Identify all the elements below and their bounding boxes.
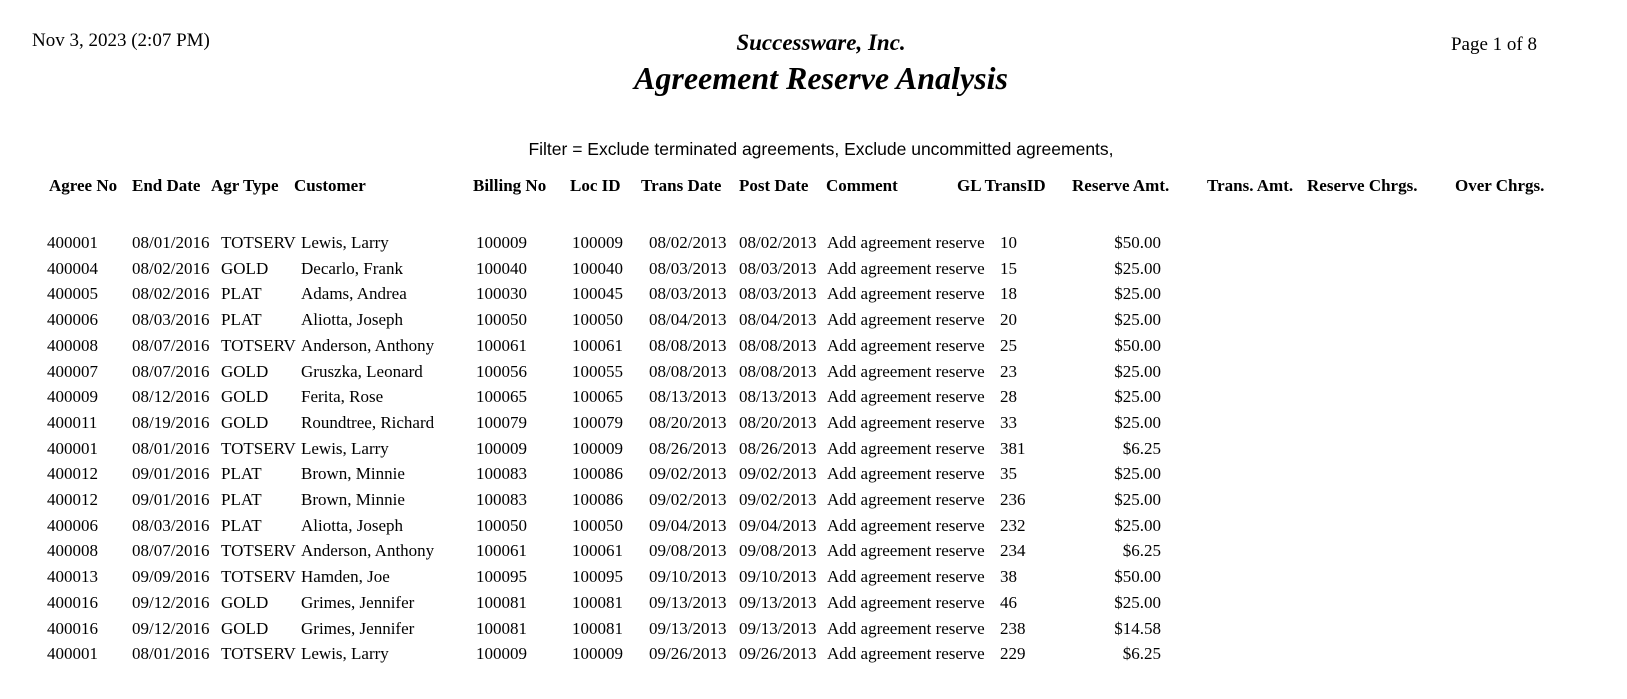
header-loc-id: Loc ID xyxy=(570,176,621,195)
cell-agree-no: 400008 xyxy=(47,541,98,561)
cell-comment: Add agreement reserve xyxy=(827,412,985,432)
cell-customer: Lewis, Larry xyxy=(301,644,389,664)
table-row xyxy=(0,490,1627,516)
cell-gl-transid: 33 xyxy=(1000,412,1017,432)
header-gl-transid: GL TransID xyxy=(957,176,1046,195)
cell-comment: Add agreement reserve xyxy=(827,618,985,638)
cell-billing-no: 100040 xyxy=(476,258,527,278)
cell-billing-no: 100061 xyxy=(476,541,527,561)
cell-agr-type: TOTSERV xyxy=(221,567,296,587)
cell-reserve-amt: $6.25 xyxy=(1122,438,1161,458)
cell-post-date: 08/08/2013 xyxy=(739,361,817,381)
header-reserve-amt: Reserve Amt. xyxy=(1072,176,1170,195)
cell-post-date: 08/03/2013 xyxy=(739,258,817,278)
cell-gl-transid: 23 xyxy=(1000,361,1017,381)
cell-trans-date: 09/13/2013 xyxy=(649,618,727,638)
cell-post-date: 09/13/2013 xyxy=(739,618,817,638)
cell-agr-type: PLAT xyxy=(221,515,262,535)
cell-end-date: 08/01/2016 xyxy=(132,644,210,664)
cell-customer: Aliotta, Joseph xyxy=(301,515,403,535)
cell-reserve-amt: $6.25 xyxy=(1122,644,1161,664)
table-row xyxy=(0,336,1627,362)
cell-loc-id: 100081 xyxy=(572,618,623,638)
cell-customer: Hamden, Joe xyxy=(301,567,390,587)
cell-agr-type: GOLD xyxy=(221,412,269,432)
cell-post-date: 09/26/2013 xyxy=(739,644,817,664)
cell-agr-type: TOTSERV xyxy=(221,233,296,252)
cell-end-date: 09/12/2016 xyxy=(132,618,210,638)
cell-gl-transid: 46 xyxy=(1000,592,1017,612)
cell-agr-type: PLAT xyxy=(221,464,262,484)
header-customer: Customer xyxy=(294,176,366,195)
cell-end-date: 08/02/2016 xyxy=(132,284,210,304)
table-row xyxy=(0,439,1627,465)
cell-billing-no: 100030 xyxy=(476,284,527,304)
cell-end-date: 08/07/2016 xyxy=(132,361,210,381)
cell-comment: Add agreement reserve xyxy=(827,515,985,535)
cell-trans-date: 08/08/2013 xyxy=(649,335,727,355)
header-over-chrgs: Over Chrgs. xyxy=(1455,176,1545,195)
cell-end-date: 09/09/2016 xyxy=(132,567,210,587)
cell-reserve-amt: $50.00 xyxy=(1114,567,1161,587)
cell-trans-date: 09/13/2013 xyxy=(649,592,727,612)
cell-agr-type: GOLD xyxy=(221,258,269,278)
cell-billing-no: 100009 xyxy=(476,644,527,664)
cell-gl-transid: 15 xyxy=(1000,258,1017,278)
cell-loc-id: 100050 xyxy=(572,310,623,330)
cell-agree-no: 400009 xyxy=(47,387,98,407)
cell-reserve-amt: $25.00 xyxy=(1114,361,1161,381)
cell-customer: Grimes, Jennifer xyxy=(301,592,415,612)
cell-billing-no: 100009 xyxy=(476,438,527,458)
cell-reserve-amt: $50.00 xyxy=(1114,335,1161,355)
cell-agr-type: TOTSERV xyxy=(221,541,296,561)
cell-reserve-amt: $14.58 xyxy=(1114,618,1161,638)
cell-trans-date: 09/08/2013 xyxy=(649,541,727,561)
table-row xyxy=(0,619,1627,645)
cell-trans-date: 08/13/2013 xyxy=(649,387,727,407)
cell-loc-id: 100045 xyxy=(572,284,623,304)
cell-loc-id: 100061 xyxy=(572,335,623,355)
header-end-date: End Date xyxy=(132,176,201,195)
cell-gl-transid: 35 xyxy=(1000,464,1017,484)
table-row xyxy=(0,593,1627,619)
cell-agr-type: PLAT xyxy=(221,310,262,330)
cell-gl-transid: 20 xyxy=(1000,310,1017,330)
cell-agr-type: GOLD xyxy=(221,387,269,407)
cell-post-date: 08/04/2013 xyxy=(739,310,817,330)
cell-reserve-amt: $25.00 xyxy=(1114,258,1161,278)
cell-comment: Add agreement reserve xyxy=(827,284,985,304)
cell-post-date: 08/08/2013 xyxy=(739,335,817,355)
cell-loc-id: 100095 xyxy=(572,567,623,587)
cell-reserve-amt: $25.00 xyxy=(1114,284,1161,304)
cell-agr-type: GOLD xyxy=(221,592,269,612)
cell-post-date: 09/02/2013 xyxy=(739,490,817,509)
cell-trans-date: 08/03/2013 xyxy=(649,284,727,304)
cell-gl-transid: 236 xyxy=(1000,490,1026,509)
cell-loc-id: 100055 xyxy=(572,361,623,381)
header-agree-no: Agree No xyxy=(49,176,118,195)
cell-billing-no: 100079 xyxy=(476,412,527,432)
cell-gl-transid: 232 xyxy=(1000,515,1026,535)
cell-agree-no: 400006 xyxy=(47,515,98,535)
cell-agr-type: TOTSERV xyxy=(221,644,296,664)
cell-loc-id: 100040 xyxy=(572,258,623,278)
cell-comment: Add agreement reserve xyxy=(827,258,985,278)
cell-post-date: 09/04/2013 xyxy=(739,515,817,535)
cell-customer: Brown, Minnie xyxy=(301,464,405,484)
table-row xyxy=(0,413,1627,439)
cell-gl-transid: 18 xyxy=(1000,284,1017,304)
cell-customer: Lewis, Larry xyxy=(301,233,389,252)
header-comment: Comment xyxy=(826,176,898,195)
cell-comment: Add agreement reserve xyxy=(827,438,985,458)
cell-customer: Aliotta, Joseph xyxy=(301,310,403,330)
cell-reserve-amt: $6.25 xyxy=(1122,541,1161,561)
cell-loc-id: 100079 xyxy=(572,412,623,432)
cell-comment: Add agreement reserve xyxy=(827,233,985,252)
cell-end-date: 08/03/2016 xyxy=(132,515,210,535)
cell-loc-id: 100009 xyxy=(572,644,623,664)
cell-agr-type: GOLD xyxy=(221,618,269,638)
cell-comment: Add agreement reserve xyxy=(827,361,985,381)
cell-trans-date: 09/02/2013 xyxy=(649,490,727,509)
cell-customer: Grimes, Jennifer xyxy=(301,618,415,638)
cell-reserve-amt: $50.00 xyxy=(1114,233,1161,252)
header-agr-type: Agr Type xyxy=(211,176,279,195)
cell-agree-no: 400016 xyxy=(47,592,98,612)
cell-post-date: 08/20/2013 xyxy=(739,412,817,432)
cell-customer: Anderson, Anthony xyxy=(301,335,435,355)
cell-end-date: 08/01/2016 xyxy=(132,233,210,252)
report-title: Agreement Reserve Analysis xyxy=(634,60,1008,96)
cell-agr-type: TOTSERV xyxy=(221,438,296,458)
cell-loc-id: 100081 xyxy=(572,592,623,612)
cell-agree-no: 400004 xyxy=(47,258,98,278)
cell-post-date: 08/13/2013 xyxy=(739,387,817,407)
cell-reserve-amt: $25.00 xyxy=(1114,464,1161,484)
cell-comment: Add agreement reserve xyxy=(827,567,985,587)
header-billing-no: Billing No xyxy=(473,176,547,195)
table-row xyxy=(0,464,1627,490)
cell-loc-id: 100009 xyxy=(572,233,623,252)
cell-billing-no: 100009 xyxy=(476,233,527,252)
cell-agr-type: PLAT xyxy=(221,490,262,509)
cell-agr-type: TOTSERV xyxy=(221,335,296,355)
cell-comment: Add agreement reserve xyxy=(827,310,985,330)
cell-agree-no: 400012 xyxy=(47,464,98,484)
cell-end-date: 08/19/2016 xyxy=(132,412,210,432)
cell-end-date: 08/03/2016 xyxy=(132,310,210,330)
cell-comment: Add agreement reserve xyxy=(827,464,985,484)
cell-agree-no: 400007 xyxy=(47,361,98,381)
cell-agree-no: 400001 xyxy=(47,438,98,458)
cell-loc-id: 100086 xyxy=(572,490,623,509)
cell-end-date: 08/01/2016 xyxy=(132,438,210,458)
cell-loc-id: 100061 xyxy=(572,541,623,561)
cell-post-date: 09/08/2013 xyxy=(739,541,817,561)
cell-customer: Anderson, Anthony xyxy=(301,541,435,561)
cell-post-date: 09/02/2013 xyxy=(739,464,817,484)
table-row xyxy=(0,567,1627,593)
page-indicator: Page 1 of 8 xyxy=(1450,34,1537,55)
cell-end-date: 08/02/2016 xyxy=(132,258,210,278)
cell-billing-no: 100083 xyxy=(476,490,527,509)
table-row xyxy=(0,284,1627,310)
cell-trans-date: 08/26/2013 xyxy=(649,438,727,458)
cell-reserve-amt: $25.00 xyxy=(1114,310,1161,330)
cell-billing-no: 100050 xyxy=(476,515,527,535)
table-row xyxy=(0,644,1627,670)
cell-customer: Adams, Andrea xyxy=(301,284,407,304)
cell-agree-no: 400008 xyxy=(47,335,98,355)
filter-description: Filter = Exclude terminated agreements, Exclude uncommitted agreements, xyxy=(528,139,1114,159)
cell-post-date: 09/13/2013 xyxy=(739,592,817,612)
table-row xyxy=(0,233,1627,259)
cell-agree-no: 400011 xyxy=(47,412,98,432)
cell-billing-no: 100061 xyxy=(476,335,527,355)
cell-gl-transid: 10 xyxy=(1000,233,1017,252)
cell-billing-no: 100050 xyxy=(476,310,527,330)
cell-gl-transid: 381 xyxy=(1000,438,1026,458)
cell-trans-date: 08/04/2013 xyxy=(649,310,727,330)
cell-billing-no: 100095 xyxy=(476,567,527,587)
cell-trans-date: 09/26/2013 xyxy=(649,644,727,664)
cell-end-date: 08/12/2016 xyxy=(132,387,210,407)
cell-gl-transid: 25 xyxy=(1000,335,1017,355)
cell-loc-id: 100009 xyxy=(572,438,623,458)
cell-comment: Add agreement reserve xyxy=(827,387,985,407)
table-row xyxy=(0,362,1627,388)
cell-agr-type: GOLD xyxy=(221,361,269,381)
cell-loc-id: 100050 xyxy=(572,515,623,535)
cell-loc-id: 100065 xyxy=(572,387,623,407)
cell-customer: Gruszka, Leonard xyxy=(301,361,423,381)
cell-post-date: 08/03/2013 xyxy=(739,284,817,304)
table-row xyxy=(0,310,1627,336)
cell-billing-no: 100065 xyxy=(476,387,527,407)
cell-gl-transid: 28 xyxy=(1000,387,1017,407)
cell-reserve-amt: $25.00 xyxy=(1114,592,1161,612)
cell-reserve-amt: $25.00 xyxy=(1114,412,1161,432)
cell-end-date: 09/01/2016 xyxy=(132,490,210,509)
cell-reserve-amt: $25.00 xyxy=(1114,490,1161,509)
company-name: Successware, Inc. xyxy=(736,30,906,55)
cell-end-date: 09/12/2016 xyxy=(132,592,210,612)
cell-agree-no: 400012 xyxy=(47,490,98,509)
cell-trans-date: 09/10/2013 xyxy=(649,567,727,587)
report-date: Nov 3, 2023 (2:07 PM) xyxy=(32,30,210,51)
cell-end-date: 08/07/2016 xyxy=(132,541,210,561)
cell-billing-no: 100081 xyxy=(476,592,527,612)
cell-post-date: 08/02/2013 xyxy=(739,233,817,252)
cell-gl-transid: 38 xyxy=(1000,567,1017,587)
cell-reserve-amt: $25.00 xyxy=(1114,515,1161,535)
cell-reserve-amt: $25.00 xyxy=(1114,387,1161,407)
cell-loc-id: 100086 xyxy=(572,464,623,484)
cell-post-date: 09/10/2013 xyxy=(739,567,817,587)
header-trans-date: Trans Date xyxy=(641,176,722,195)
table-row xyxy=(0,259,1627,285)
cell-billing-no: 100083 xyxy=(476,464,527,484)
cell-trans-date: 08/20/2013 xyxy=(649,412,727,432)
header-reserve-chrgs: Reserve Chrgs. xyxy=(1307,176,1418,195)
cell-agree-no: 400013 xyxy=(47,567,98,587)
cell-customer: Lewis, Larry xyxy=(301,438,389,458)
cell-agree-no: 400001 xyxy=(47,644,98,664)
cell-trans-date: 08/02/2013 xyxy=(649,233,727,252)
cell-agr-type: PLAT xyxy=(221,284,262,304)
table-row xyxy=(0,516,1627,542)
cell-customer: Ferita, Rose xyxy=(301,387,384,407)
header-post-date: Post Date xyxy=(739,176,809,195)
cell-post-date: 08/26/2013 xyxy=(739,438,817,458)
cell-trans-date: 09/04/2013 xyxy=(649,515,727,535)
cell-comment: Add agreement reserve xyxy=(827,592,985,612)
cell-end-date: 09/01/2016 xyxy=(132,464,210,484)
cell-customer: Brown, Minnie xyxy=(301,490,405,509)
cell-billing-no: 100081 xyxy=(476,618,527,638)
cell-gl-transid: 229 xyxy=(1000,644,1026,664)
cell-trans-date: 08/03/2013 xyxy=(649,258,727,278)
cell-end-date: 08/07/2016 xyxy=(132,335,210,355)
header-trans-amt: Trans. Amt. xyxy=(1207,176,1294,195)
cell-trans-date: 08/08/2013 xyxy=(649,361,727,381)
cell-agree-no: 400005 xyxy=(47,284,98,304)
cell-customer: Roundtree, Richard xyxy=(301,412,435,432)
cell-agree-no: 400006 xyxy=(47,310,98,330)
cell-customer: Decarlo, Frank xyxy=(301,258,403,278)
cell-agree-no: 400016 xyxy=(47,618,98,638)
cell-comment: Add agreement reserve xyxy=(827,490,985,509)
cell-comment: Add agreement reserve xyxy=(827,644,985,664)
cell-agree-no: 400001 xyxy=(47,233,98,252)
cell-billing-no: 100056 xyxy=(476,361,527,381)
cell-gl-transid: 234 xyxy=(1000,541,1026,561)
table-row xyxy=(0,387,1627,413)
cell-comment: Add agreement reserve xyxy=(827,335,985,355)
table-row xyxy=(0,541,1627,567)
cell-comment: Add agreement reserve xyxy=(827,541,985,561)
cell-trans-date: 09/02/2013 xyxy=(649,464,727,484)
cell-gl-transid: 238 xyxy=(1000,618,1026,638)
